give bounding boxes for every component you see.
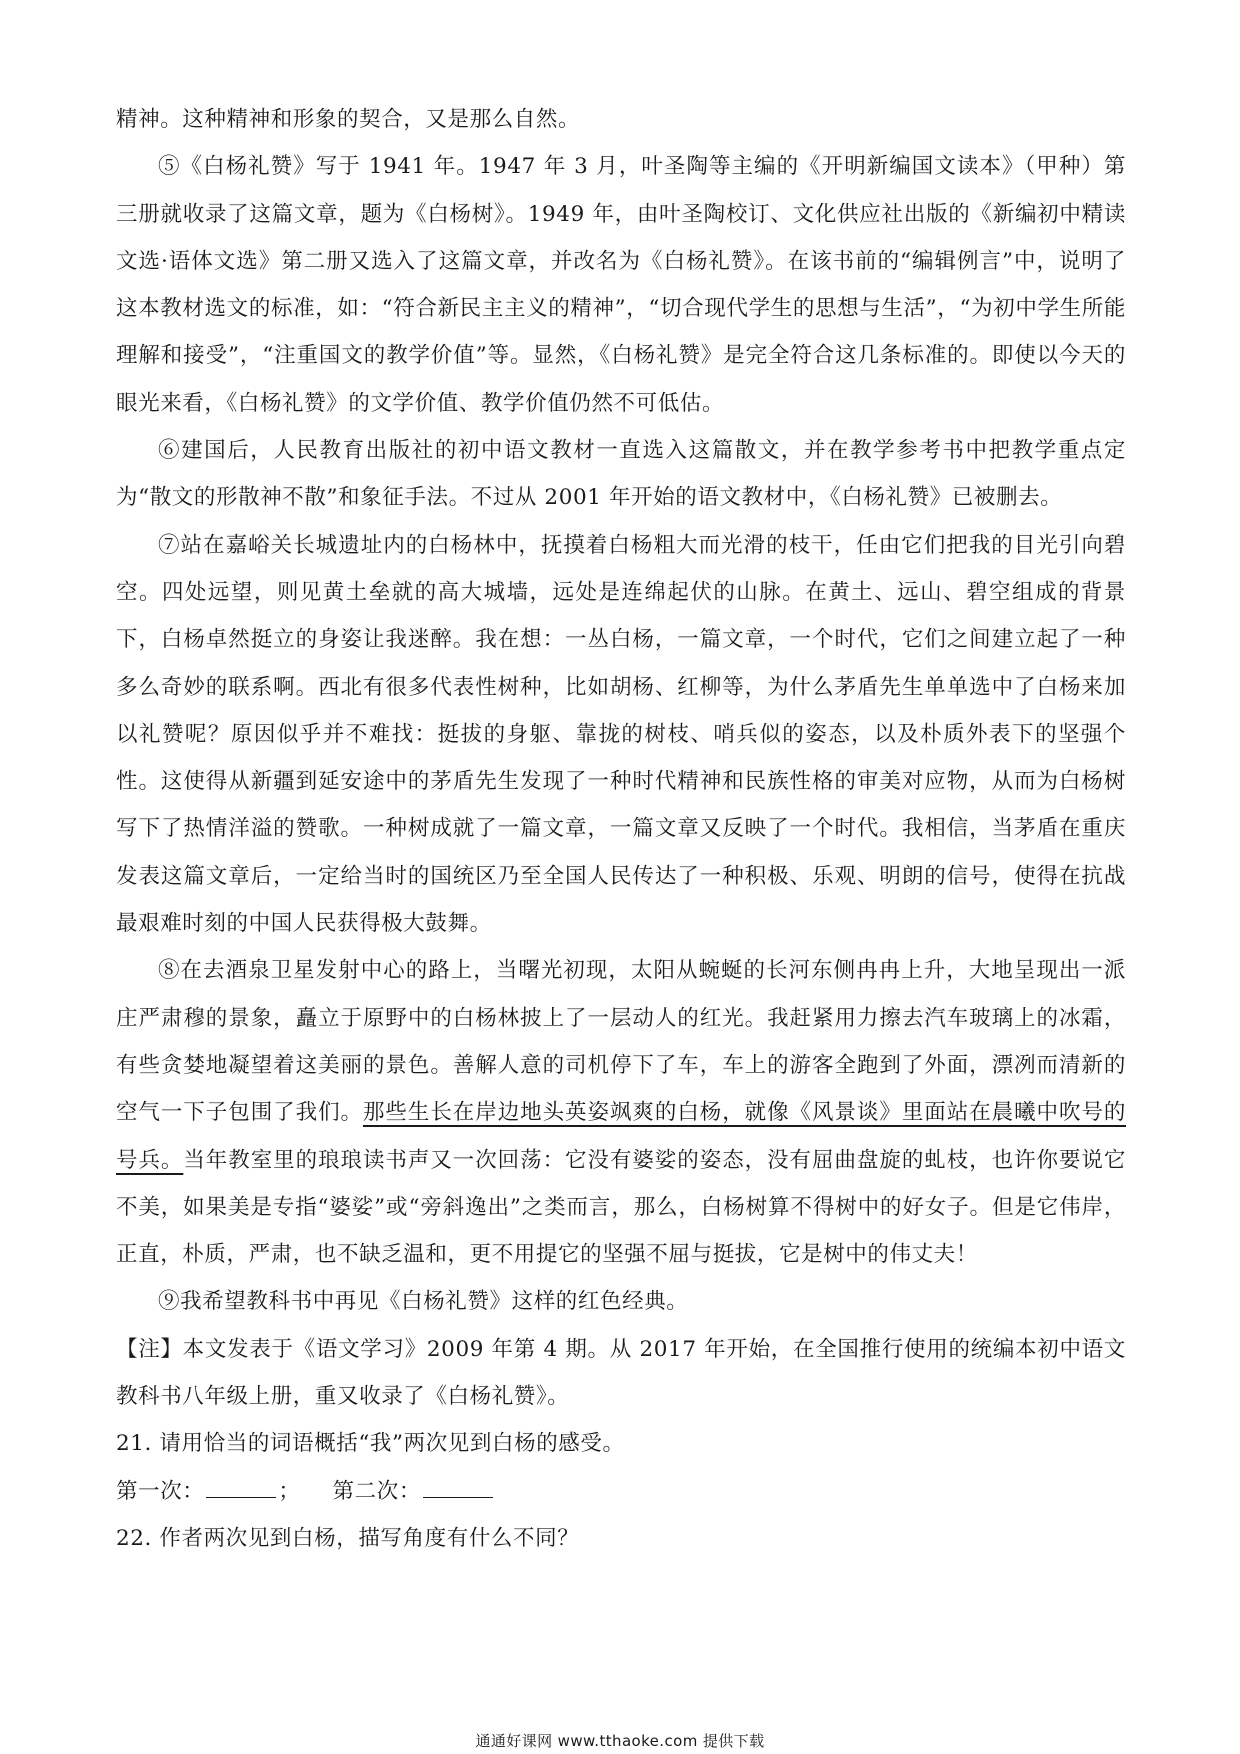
paragraph-8 — [116, 947, 1126, 1278]
paragraph-4-tail: 精神。这种精神和形象的契合，又是那么自然。 — [116, 107, 581, 132]
question-21-answer-row — [116, 1468, 1126, 1515]
note-text: 本文发表于《语文学习》2009 年第 4 期。从 2017 年开始，在全国推行使用的统编本初中语文教科书八年级上册，重又收录了《白杨礼赞》。 — [116, 1336, 1126, 1410]
note-label: 【注】 — [116, 1336, 183, 1362]
second-answer-blank[interactable] — [423, 1496, 493, 1498]
paragraph-8-before: ⑧在去酒泉卫星发射中心的路上，当曙光初现，太阳从蜿蜒的长河东侧冉冉上升，大地呈现出一派庄严肃穆的景象，矗立于原野中的白杨林披上了一层动人的红光。我赶紧用力擦去汽车玻璃上的冰霜，有些贪婪地凝望着这美丽的景色。善解人意的司机停下了车，车上的游客全跑到了外面，漂冽而清新的空气一下子包围了我们。 — [116, 958, 1126, 1126]
document-body — [116, 96, 1126, 1562]
underlined-sentence: 那些生长在岸边地头英姿飒爽的白杨，就像《风景谈》里面站在晨曦中吹号的号兵。 — [116, 1100, 1127, 1173]
paragraph-9: ⑨我希望教科书中再见《白杨礼赞》这样的红色经典。 — [158, 1289, 689, 1315]
first-label: 第一次： — [116, 1478, 205, 1504]
answer-separator: ； — [278, 1478, 301, 1504]
first-answer-blank[interactable] — [206, 1496, 276, 1498]
paragraph-6: ⑥建国后，人民教育出版社的初中语文教材一直选入这篇散文，并在教学参考书中把教学重点定为“散文的形散神不散”和象征手法。不过从 2001 年开始的语文教材中，《白杨礼赞》已被删去。 — [116, 438, 1126, 511]
paragraph-5: ⑤《白杨礼赞》写于 1941 年。1947 年 3 月，叶圣陶等主编的《开明新编国文读本》（甲种）第三册就收录了这篇文章，题为《白杨树》。1949 年，由叶圣陶校订、文化供应社出版的《新编初中精读文选·语体文选》第二册又选入了这篇文章，并改名为《白杨礼赞》。在该书前的“编辑例言”中，说明了这本教材选文的标准，如：“符合新民主主义的精神”，“切合现代学生的思想与生活”，“为初中学生所能理解和接受”，“注重国文的教学价值”等。显然，《白杨礼赞》是完全符合这几条标准的。即使以今天的眼光来看，《白杨礼赞》的文学价值、教学价值仍然不可低估。 — [116, 154, 1126, 416]
paragraph-7: ⑦站在嘉峪关长城遗址内的白杨林中，抚摸着白杨粗大而光滑的枝干，任由它们把我的目光引向碧空。四处远望，则见黄土垒就的高大城墙，远处是连绵起伏的山脉。在黄土、远山、碧空组成的背景下，白杨卓然挺立的身姿让我迷醉。我在想：一丛白杨，一篇文章，一个时代，它们之间建立起了一种多么奇妙的联系啊。西北有很多代表性树种，比如胡杨、红柳等，为什么茅盾先生单单选中了白杨来加以礼赞呢？原因似乎并不难找：挺拔的身躯、靠拢的树枝、哨兵似的姿态，以及朴质外表下的坚强个性。这使得从新疆到延安途中的茅盾先生发现了一种时代精神和民族性格的审美对应物，从而为白杨树写下了热情洋溢的赞歌。一种树成就了一篇文章，一篇文章又反映了一个时代。我相信，当茅盾在重庆发表这篇文章后，一定给当时的国统区乃至全国人民传达了一种积极、乐观、明朗的信号，使得在抗战最艰难时刻的中国人民获得极大鼓舞。 — [116, 532, 1126, 937]
note — [116, 1326, 1126, 1421]
paragraph-8-after: 当年教室里的琅琅读书声又一次回荡：它没有婆娑的姿态，没有屈曲盘旋的虬枝，也许你要说它不美，如果美是专指“婆娑”或“旁斜逸出”之类而言，那么，白杨树算不得树中的好女子。但是它伟岸，正直，朴质，严肃，也不缺乏温和，更不用提它的坚强不屈与挺拔，它是树中的伟丈夫！ — [116, 1147, 1126, 1268]
question-22: 22. 作者两次见到白杨，描写角度有什么不同？ — [116, 1525, 580, 1551]
second-label: 第二次： — [332, 1478, 421, 1504]
page-footer: 通通好课网 www.tthaoke.com 提供下载 — [475, 1732, 765, 1750]
question-21: 21. 请用恰当的词语概括“我”两次见到白杨的感受。 — [116, 1431, 625, 1457]
